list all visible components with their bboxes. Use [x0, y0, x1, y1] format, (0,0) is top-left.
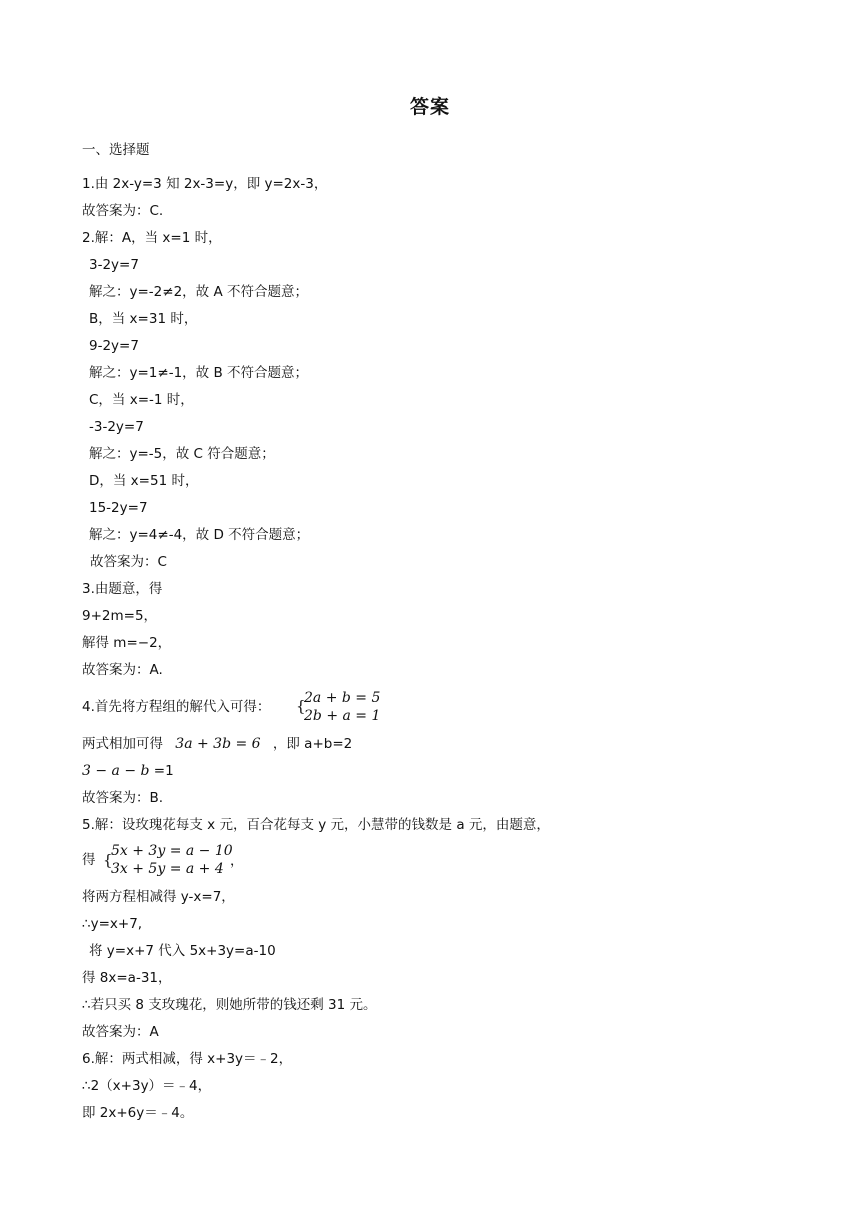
q2-line-3: 解之：y=-2≠2，故 A 不符合题意； [89, 284, 308, 300]
q2-line-4: B，当 x=31 时， [89, 311, 198, 327]
q4-line-2-tail: ，即 a+b=2 [272, 736, 353, 752]
q4-line-3 [82, 762, 174, 780]
q5-equation-2: 3x + 5y = a + 4 [111, 861, 224, 877]
q6-line-1: 6.解：两式相减，得 x+3y＝﹣2， [82, 1051, 293, 1067]
q4-equation-2: 2b + a = 1 [304, 708, 381, 724]
q3-line-3: 解得 m=−2， [82, 635, 172, 651]
q5-line-7: ∴若只买 8 支玫瑰花，则她所带的钱还剩 31 元。 [82, 997, 377, 1013]
q3-answer: 故答案为：A. [82, 662, 163, 678]
section-heading: 一、选择题 [82, 142, 150, 158]
q5-line-4: ∴y=x+7, [82, 916, 143, 932]
q5-equation-1: 5x + 3y = a − 10 [111, 843, 233, 859]
q2-line-11: 15-2y=7 [89, 500, 148, 516]
q1-line-1: 1.由 2x-y=3 知 2x-3=y，即 y=2x-3， [82, 176, 328, 192]
q3-line-1: 3.由题意，得 [82, 581, 163, 597]
q6-line-2: ∴2（x+3y）＝﹣4， [82, 1078, 212, 1094]
q6-line-3: 即 2x+6y＝﹣4。 [82, 1105, 194, 1121]
q4-line-1: 4.首先将方程组的解代入可得： [82, 699, 271, 715]
q4-equation-1: 2a + b = 5 [304, 690, 381, 706]
q5-answer: 故答案为：A [82, 1024, 159, 1040]
q5-line-2-tail: ， [230, 853, 244, 869]
q5-line-5: 将 y=x+7 代入 5x+3y=a-10 [89, 943, 276, 959]
q4-answer: 故答案为：B. [82, 790, 164, 806]
page-title: 答案 [409, 96, 450, 118]
q4-expression: 3 − a − b [82, 763, 150, 779]
q2-line-9: 解之：y=-5，故 C 符合题意； [89, 446, 275, 462]
q2-answer: 故答案为：C [90, 554, 167, 570]
q2-line-5: 9-2y=7 [89, 338, 139, 354]
q5-line-6: 得 8x=a-31， [82, 970, 172, 986]
q2-line-2: 3-2y=7 [89, 257, 139, 273]
q4-line-2-text: 两式相加可得 [82, 736, 163, 752]
q4-sum-equation: 3a + 3b = 6 [175, 736, 261, 752]
q5-system-brace: { [103, 851, 113, 869]
q2-line-12: 解之：y=4≠-4，故 D 不符合题意； [89, 527, 310, 543]
q2-line-6: 解之：y=1≠-1，故 B 不符合题意； [89, 365, 309, 381]
q2-line-10: D，当 x=51 时， [89, 473, 199, 489]
q5-line-3: 将两方程相减得 y-x=7， [82, 889, 235, 905]
q5-line-2-lead: 得 [82, 852, 96, 868]
q1-answer: 故答案为：C. [82, 203, 164, 219]
q4-line-2 [82, 735, 352, 753]
q5-line-1: 5.解：设玫瑰花每支 x 元，百合花每支 y 元，小慧带的钱数是 a 元，由题意， [82, 817, 550, 833]
q4-system-brace: { [296, 697, 306, 715]
q2-line-1: 2.解：A，当 x=1 时， [82, 230, 222, 246]
q3-line-2: 9+2m=5， [82, 608, 158, 624]
q2-line-8: -3-2y=7 [89, 419, 144, 435]
q4-expression-value: =1 [153, 763, 174, 779]
q2-line-7: C，当 x=-1 时， [89, 392, 194, 408]
